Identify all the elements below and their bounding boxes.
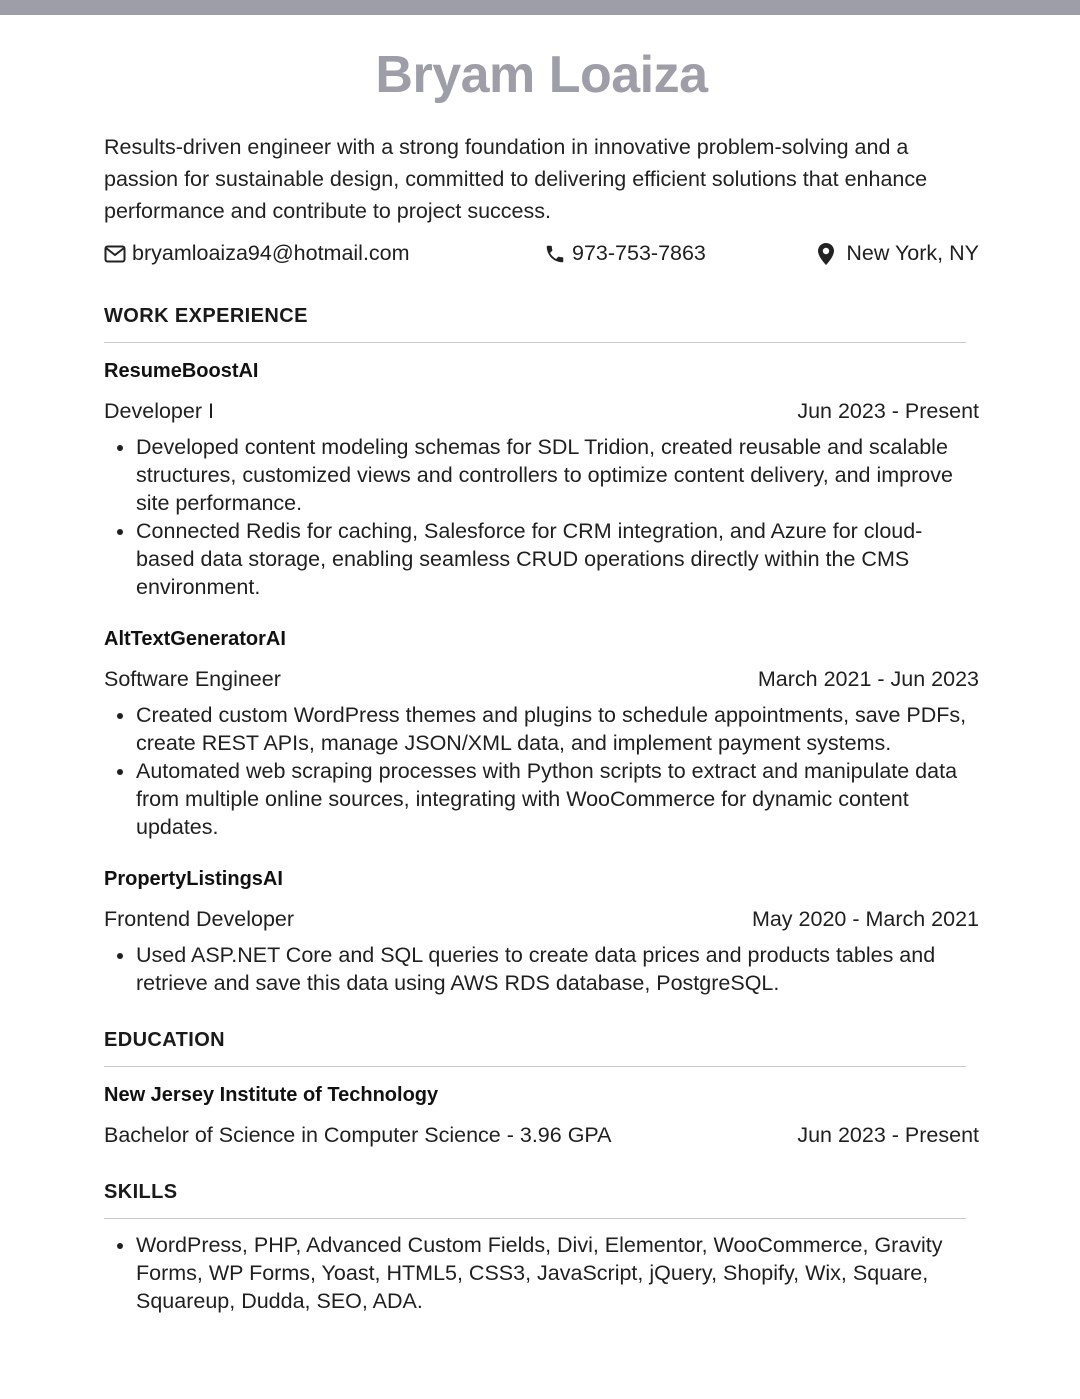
job-role: Software Engineer bbox=[104, 667, 281, 691]
education-dates: Jun 2023 - Present bbox=[797, 1123, 979, 1147]
job-role-row bbox=[104, 397, 979, 425]
contact-email[interactable] bbox=[104, 241, 410, 266]
job-dates: Jun 2023 - Present bbox=[797, 399, 979, 423]
job-bullet: • Used ASP.NET Core and SQL queries to create data prices and products tables and retrieve and save this data using AWS RDS database, PostgreSQL. bbox=[136, 941, 979, 997]
skills-list bbox=[104, 1231, 979, 1315]
job-role: Frontend Developer bbox=[104, 907, 295, 931]
job-entry bbox=[104, 357, 979, 601]
work-experience-section bbox=[104, 305, 979, 997]
job-bullets bbox=[104, 941, 979, 997]
work-experience-heading: WORK EXPERIENCE bbox=[104, 305, 966, 343]
contact-phone[interactable] bbox=[544, 241, 706, 266]
email-text[interactable]: bryamloaiza94@hotmail.com bbox=[132, 241, 410, 265]
skills-heading: SKILLS bbox=[104, 1181, 966, 1219]
degree-row bbox=[104, 1121, 979, 1149]
job-company: AltTextGeneratorAI bbox=[104, 628, 286, 650]
skills-item: • WordPress, PHP, Advanced Custom Fields, Divi, Elementor, WooCommerce, Gravity Forms, WP Forms, Yoast, HTML5, CSS3, JavaScript, jQuery, Shopify, Wix, Square, Squareup, Dudda, SEO, ADA. bbox=[136, 1231, 979, 1315]
job-bullet: • Connected Redis for caching, Salesforce for CRM integration, and Azure for cloud-based data storage, enabling seamless CRUD operations directly within the CMS environment. bbox=[136, 517, 979, 601]
envelope-icon bbox=[104, 245, 126, 263]
job-bullet: • Developed content modeling schemas for SDL Tridion, created reusable and scalable structures, customized views and controllers to optimize content delivery, and improve site performance. bbox=[136, 433, 979, 517]
job-role-row bbox=[104, 905, 979, 933]
candidate-name: Bryam Loaiza bbox=[375, 46, 708, 104]
education-heading: EDUCATION bbox=[104, 1029, 966, 1067]
resume-page bbox=[104, 15, 979, 1315]
job-role: Developer I bbox=[104, 399, 214, 423]
phone-text[interactable]: 973-753-7863 bbox=[572, 241, 706, 265]
job-company: ResumeBoostAI bbox=[104, 360, 259, 382]
education-entry bbox=[104, 1081, 979, 1149]
school-name: New Jersey Institute of Technology bbox=[104, 1084, 439, 1106]
education-section bbox=[104, 1029, 979, 1149]
job-dates: May 2020 - March 2021 bbox=[751, 907, 979, 931]
phone-icon bbox=[544, 243, 566, 265]
job-bullets bbox=[104, 433, 979, 601]
job-bullets bbox=[104, 701, 979, 841]
skills-section bbox=[104, 1181, 979, 1315]
job-bullet: • Automated web scraping processes with Python scripts to extract and manipulate data from multiple online sources, integrating with WooCommerce for dynamic content updates. bbox=[136, 757, 979, 841]
profile-summary: Results-driven engineer with a strong foundation in innovative problem-solving and a passion for sustainable design, committed to delivering efficient solutions that enhance performance and contribute to project success. bbox=[104, 135, 928, 223]
job-company: PropertyListingsAI bbox=[104, 868, 283, 890]
job-bullet: • Created custom WordPress themes and plugins to schedule appointments, save PDFs, create REST APIs, manage JSON/XML data, and implement payment systems. bbox=[136, 701, 979, 757]
contact-row bbox=[104, 241, 979, 273]
degree-text: Bachelor of Science in Computer Science - 3.96 GPA bbox=[104, 1123, 612, 1147]
job-entry bbox=[104, 865, 979, 997]
top-accent-bar bbox=[0, 0, 1080, 15]
location-text: New York, NY bbox=[846, 241, 979, 265]
contact-location bbox=[816, 241, 979, 266]
job-role-row bbox=[104, 665, 979, 693]
job-entry bbox=[104, 625, 979, 841]
location-pin-icon bbox=[816, 242, 836, 266]
job-dates: March 2021 - Jun 2023 bbox=[757, 667, 979, 691]
